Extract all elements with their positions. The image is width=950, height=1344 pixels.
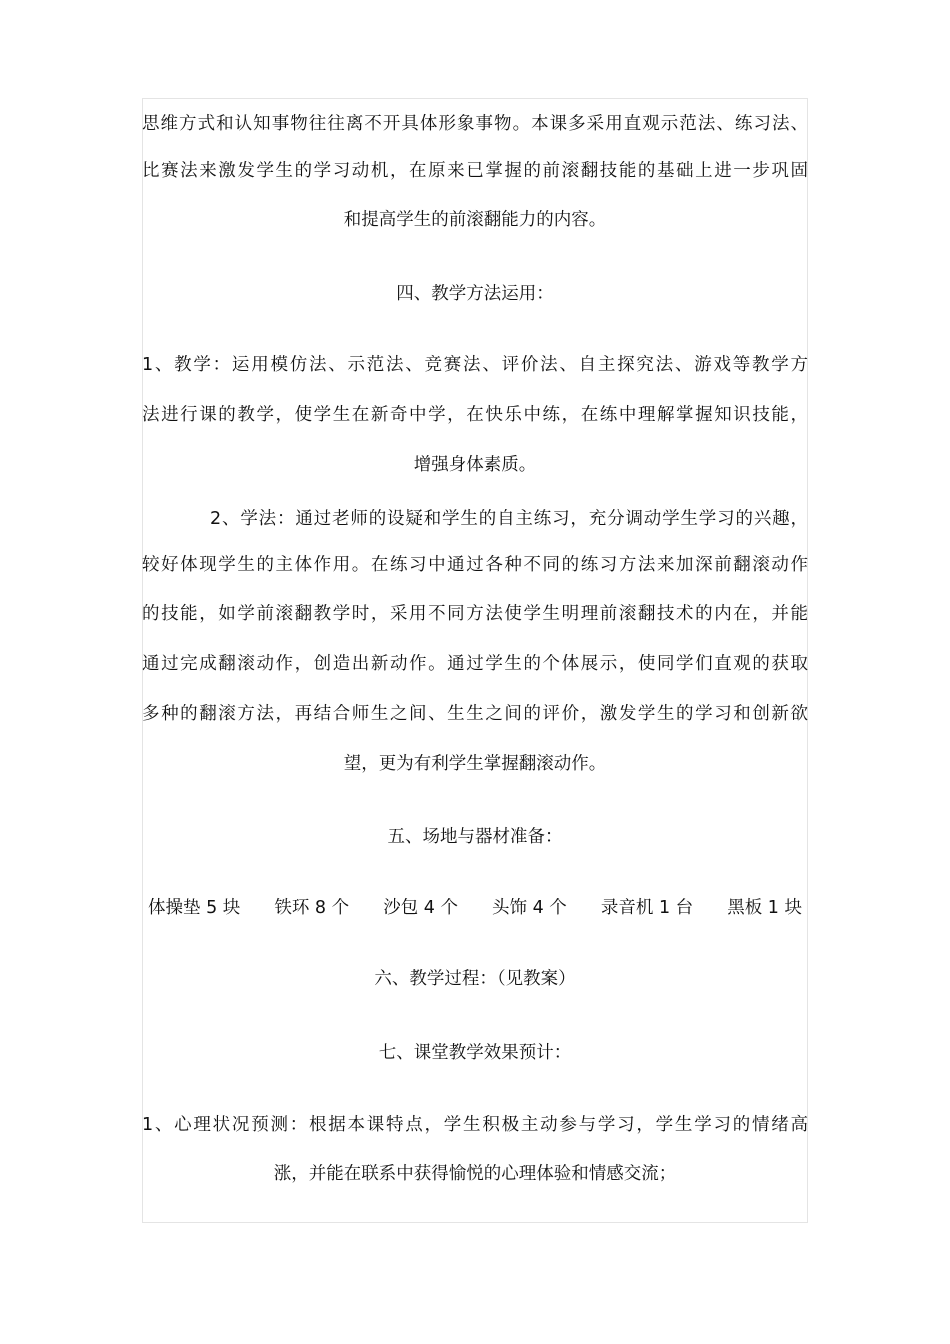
equipment-item: 头饰 4 个 bbox=[492, 898, 567, 918]
paragraph-line: 法进行课的教学，使学生在新奇中学，在快乐中练，在练中理解掌握知识技能， bbox=[142, 405, 808, 425]
paragraph-line: 通过完成翻滚动作，创造出新动作。通过学生的个体展示，使同学们直观的获取 bbox=[142, 654, 808, 674]
paragraph-line: 的技能，如学前滚翻教学时，采用不同方法使学生明理前滚翻技术的内在，并能 bbox=[142, 604, 808, 624]
paragraph-line: 多种的翻滚方法，再结合师生之间、生生之间的评价，激发学生的学习和创新欲 bbox=[142, 704, 808, 724]
equipment-item: 体操垫 5 块 bbox=[148, 898, 241, 918]
equipment-item: 黑板 1 块 bbox=[727, 898, 802, 918]
paragraph-line: 2、学法：通过老师的设疑和学生的自主练习，充分调动学生学习的兴趣， bbox=[210, 509, 808, 529]
equipment-item: 铁环 8 个 bbox=[274, 898, 350, 918]
paragraph-line: 1、教学：运用模仿法、示范法、竞赛法、评价法、自主探究法、游戏等教学方 bbox=[142, 355, 808, 375]
equipment-list bbox=[142, 896, 808, 920]
equipment-item: 录音机 1 台 bbox=[600, 898, 694, 918]
paragraph-line: 思维方式和认知事物往往离不开具体形象事物。本课多采用直观示范法、练习法、 bbox=[142, 114, 808, 134]
section-heading-5: 五、场地与器材准备： bbox=[387, 827, 563, 847]
section-heading-7: 七、课堂教学效果预计： bbox=[378, 1043, 572, 1063]
paragraph-line: 1、心理状况预测：根据本课特点，学生积极主动参与学习，学生学习的情绪高 bbox=[142, 1115, 808, 1135]
paragraph-line: 和提高学生的前滚翻能力的内容。 bbox=[343, 210, 607, 230]
paragraph-line: 望，更为有利学生掌握翻滚动作。 bbox=[343, 754, 607, 774]
paragraph-line: 增强身体素质。 bbox=[413, 455, 537, 475]
equipment-item: 沙包 4 个 bbox=[383, 898, 458, 918]
section-heading-6: 六、教学过程：（见教案） bbox=[374, 969, 576, 989]
paragraph-line: 比赛法来激发学生的学习动机，在原来已掌握的前滚翻技能的基础上进一步巩固 bbox=[142, 161, 808, 181]
section-heading-4: 四、教学方法运用： bbox=[396, 284, 554, 304]
paragraph-line: 涨，并能在联系中获得愉悦的心理体验和情感交流； bbox=[273, 1164, 677, 1184]
paragraph-line: 较好体现学生的主体作用。在练习中通过各种不同的练习方法来加深前翻滚动作 bbox=[142, 555, 808, 575]
